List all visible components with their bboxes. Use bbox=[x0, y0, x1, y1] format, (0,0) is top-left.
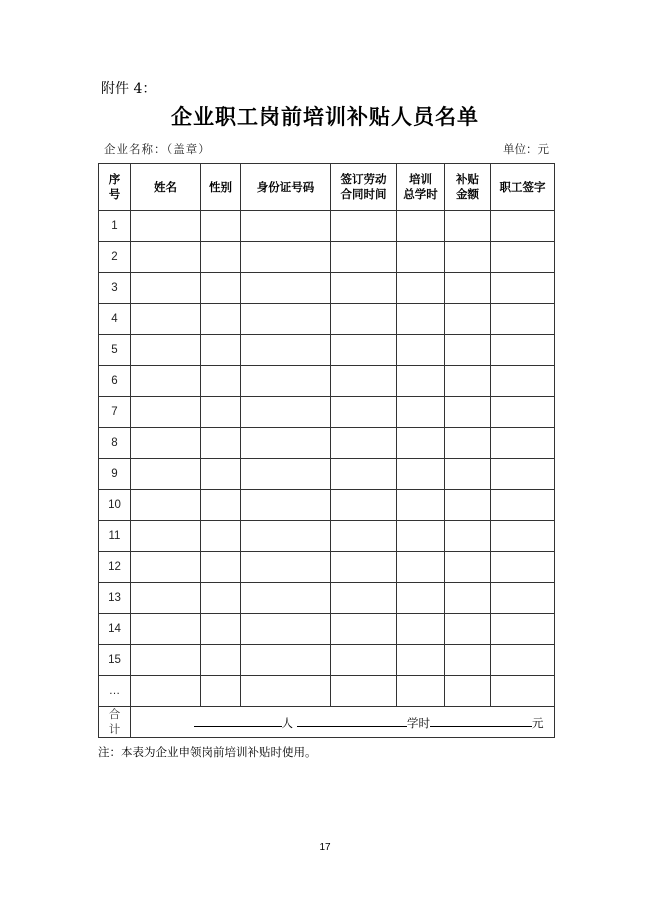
empty-cell[interactable] bbox=[131, 521, 201, 552]
empty-cell[interactable] bbox=[445, 304, 491, 335]
column-header bbox=[99, 164, 131, 211]
empty-cell[interactable] bbox=[131, 645, 201, 676]
empty-cell[interactable] bbox=[445, 583, 491, 614]
empty-cell[interactable] bbox=[491, 242, 555, 273]
empty-cell[interactable] bbox=[445, 273, 491, 304]
empty-cell[interactable] bbox=[397, 428, 445, 459]
empty-cell[interactable] bbox=[201, 428, 241, 459]
empty-cell[interactable] bbox=[397, 459, 445, 490]
totals-fill-in bbox=[131, 707, 555, 738]
empty-cell[interactable] bbox=[131, 490, 201, 521]
empty-cell[interactable] bbox=[241, 583, 331, 614]
unit-label: 单位：元 bbox=[503, 142, 549, 156]
empty-cell[interactable] bbox=[131, 242, 201, 273]
row-number: … bbox=[99, 676, 131, 707]
empty-cell[interactable] bbox=[397, 397, 445, 428]
empty-cell[interactable] bbox=[445, 242, 491, 273]
empty-cell[interactable] bbox=[491, 676, 555, 707]
column-header bbox=[445, 164, 491, 211]
empty-cell[interactable] bbox=[131, 583, 201, 614]
empty-cell[interactable] bbox=[491, 335, 555, 366]
empty-cell[interactable] bbox=[131, 366, 201, 397]
column-header bbox=[397, 164, 445, 211]
empty-cell[interactable] bbox=[491, 366, 555, 397]
empty-cell[interactable] bbox=[445, 645, 491, 676]
row-number: 10 bbox=[99, 490, 131, 521]
table-row bbox=[99, 521, 555, 552]
empty-cell[interactable] bbox=[445, 335, 491, 366]
empty-cell[interactable] bbox=[201, 583, 241, 614]
empty-cell[interactable] bbox=[397, 211, 445, 242]
empty-cell[interactable] bbox=[241, 614, 331, 645]
row-number: 8 bbox=[99, 428, 131, 459]
empty-cell[interactable] bbox=[241, 521, 331, 552]
empty-cell[interactable] bbox=[331, 583, 397, 614]
empty-cell[interactable] bbox=[241, 490, 331, 521]
column-header-line1: 序 bbox=[108, 172, 121, 186]
empty-cell[interactable] bbox=[131, 397, 201, 428]
row-number: 9 bbox=[99, 459, 131, 490]
column-header bbox=[131, 164, 201, 211]
table-row bbox=[99, 242, 555, 273]
empty-cell[interactable] bbox=[397, 645, 445, 676]
table-body bbox=[99, 211, 555, 738]
table-row bbox=[99, 552, 555, 583]
empty-cell[interactable] bbox=[201, 211, 241, 242]
empty-cell[interactable] bbox=[241, 645, 331, 676]
row-number: 1 bbox=[99, 211, 131, 242]
column-header bbox=[331, 164, 397, 211]
empty-cell[interactable] bbox=[397, 614, 445, 645]
table-row bbox=[99, 397, 555, 428]
table-row bbox=[99, 676, 555, 707]
empty-cell[interactable] bbox=[331, 304, 397, 335]
empty-cell[interactable] bbox=[445, 459, 491, 490]
row-number: 13 bbox=[99, 583, 131, 614]
empty-cell[interactable] bbox=[491, 428, 555, 459]
totals-label bbox=[99, 707, 131, 738]
annex-label: 附件 4： bbox=[101, 81, 157, 97]
empty-cell[interactable] bbox=[331, 645, 397, 676]
empty-cell[interactable] bbox=[491, 397, 555, 428]
empty-cell[interactable] bbox=[331, 366, 397, 397]
table-row bbox=[99, 459, 555, 490]
hours-unit: 学时 bbox=[407, 715, 430, 730]
people-unit: 人 bbox=[281, 715, 293, 730]
column-header-line1: 身份证号码 bbox=[256, 179, 315, 194]
empty-cell[interactable] bbox=[445, 397, 491, 428]
empty-cell[interactable] bbox=[201, 459, 241, 490]
empty-cell[interactable] bbox=[397, 521, 445, 552]
table-row bbox=[99, 211, 555, 242]
empty-cell[interactable] bbox=[201, 552, 241, 583]
column-header bbox=[241, 164, 331, 211]
column-header bbox=[491, 164, 555, 211]
empty-cell[interactable] bbox=[491, 521, 555, 552]
empty-cell[interactable] bbox=[491, 304, 555, 335]
empty-cell[interactable] bbox=[131, 273, 201, 304]
empty-cell[interactable] bbox=[331, 552, 397, 583]
empty-cell[interactable] bbox=[241, 211, 331, 242]
empty-cell[interactable] bbox=[491, 583, 555, 614]
empty-cell[interactable] bbox=[131, 211, 201, 242]
empty-cell[interactable] bbox=[397, 552, 445, 583]
table-row bbox=[99, 583, 555, 614]
column-header-line2: 号 bbox=[108, 187, 121, 201]
row-number: 5 bbox=[99, 335, 131, 366]
column-header-line1: 培训 bbox=[409, 172, 432, 186]
column-header-line1: 职工签字 bbox=[499, 179, 546, 194]
empty-cell[interactable] bbox=[397, 583, 445, 614]
column-header-line1: 补贴 bbox=[456, 172, 479, 186]
empty-cell[interactable] bbox=[397, 242, 445, 273]
empty-cell[interactable] bbox=[201, 645, 241, 676]
empty-cell[interactable] bbox=[331, 242, 397, 273]
empty-cell[interactable] bbox=[241, 304, 331, 335]
empty-cell[interactable] bbox=[131, 676, 201, 707]
row-number: 4 bbox=[99, 304, 131, 335]
table-row bbox=[99, 645, 555, 676]
row-number: 15 bbox=[99, 645, 131, 676]
column-header-line2: 合同时间 bbox=[340, 187, 387, 201]
empty-cell[interactable] bbox=[201, 366, 241, 397]
hours-blank[interactable] bbox=[297, 714, 407, 727]
column-header-line1: 性别 bbox=[209, 179, 232, 194]
empty-cell[interactable] bbox=[445, 676, 491, 707]
empty-cell[interactable] bbox=[491, 459, 555, 490]
empty-cell[interactable] bbox=[331, 490, 397, 521]
empty-cell[interactable] bbox=[201, 397, 241, 428]
totals-row bbox=[99, 707, 555, 738]
empty-cell[interactable] bbox=[201, 614, 241, 645]
row-number: 12 bbox=[99, 552, 131, 583]
empty-cell[interactable] bbox=[201, 490, 241, 521]
roster-table bbox=[98, 163, 555, 738]
empty-cell[interactable] bbox=[241, 552, 331, 583]
empty-cell[interactable] bbox=[397, 490, 445, 521]
empty-cell[interactable] bbox=[397, 676, 445, 707]
row-number: 11 bbox=[99, 521, 131, 552]
table-row bbox=[99, 614, 555, 645]
empty-cell[interactable] bbox=[331, 676, 397, 707]
empty-cell[interactable] bbox=[241, 273, 331, 304]
empty-cell[interactable] bbox=[241, 242, 331, 273]
page-number: 17 bbox=[319, 842, 331, 853]
empty-cell[interactable] bbox=[241, 335, 331, 366]
totals-label-line1: 合 bbox=[108, 707, 121, 721]
column-header-line2: 金额 bbox=[456, 187, 479, 201]
row-number: 3 bbox=[99, 273, 131, 304]
empty-cell[interactable] bbox=[445, 366, 491, 397]
company-name-label: 企业名称：（盖章） bbox=[104, 142, 211, 156]
empty-cell[interactable] bbox=[331, 428, 397, 459]
amount-unit: 元 bbox=[532, 715, 544, 730]
empty-cell[interactable] bbox=[491, 552, 555, 583]
totals-label-line2: 计 bbox=[108, 722, 121, 736]
empty-cell[interactable] bbox=[331, 211, 397, 242]
empty-cell[interactable] bbox=[445, 521, 491, 552]
empty-cell[interactable] bbox=[331, 614, 397, 645]
empty-cell[interactable] bbox=[241, 366, 331, 397]
empty-cell[interactable] bbox=[201, 242, 241, 273]
table-row bbox=[99, 335, 555, 366]
empty-cell[interactable] bbox=[131, 304, 201, 335]
empty-cell[interactable] bbox=[331, 459, 397, 490]
table-row bbox=[99, 304, 555, 335]
empty-cell[interactable] bbox=[491, 273, 555, 304]
empty-cell[interactable] bbox=[397, 335, 445, 366]
column-header-line1: 姓名 bbox=[154, 179, 177, 194]
amount-blank[interactable] bbox=[430, 714, 532, 727]
empty-cell[interactable] bbox=[201, 335, 241, 366]
empty-cell[interactable] bbox=[201, 676, 241, 707]
empty-cell[interactable] bbox=[445, 552, 491, 583]
empty-cell[interactable] bbox=[331, 521, 397, 552]
empty-cell[interactable] bbox=[491, 211, 555, 242]
empty-cell[interactable] bbox=[445, 428, 491, 459]
empty-cell[interactable] bbox=[201, 304, 241, 335]
row-number: 7 bbox=[99, 397, 131, 428]
empty-cell[interactable] bbox=[241, 397, 331, 428]
empty-cell[interactable] bbox=[491, 490, 555, 521]
empty-cell[interactable] bbox=[331, 335, 397, 366]
empty-cell[interactable] bbox=[397, 273, 445, 304]
empty-cell[interactable] bbox=[445, 211, 491, 242]
row-number: 14 bbox=[99, 614, 131, 645]
empty-cell[interactable] bbox=[331, 397, 397, 428]
people-count-blank[interactable] bbox=[194, 714, 282, 727]
empty-cell[interactable] bbox=[131, 335, 201, 366]
column-header bbox=[201, 164, 241, 211]
empty-cell[interactable] bbox=[201, 273, 241, 304]
empty-cell[interactable] bbox=[201, 521, 241, 552]
row-number: 2 bbox=[99, 242, 131, 273]
table-row bbox=[99, 273, 555, 304]
empty-cell[interactable] bbox=[445, 490, 491, 521]
table-row bbox=[99, 428, 555, 459]
table-row bbox=[99, 490, 555, 521]
empty-cell[interactable] bbox=[241, 428, 331, 459]
row-number: 6 bbox=[99, 366, 131, 397]
empty-cell[interactable] bbox=[331, 273, 397, 304]
table-header-row bbox=[99, 164, 555, 211]
table-row bbox=[99, 366, 555, 397]
empty-cell[interactable] bbox=[241, 459, 331, 490]
empty-cell[interactable] bbox=[397, 366, 445, 397]
column-header-line2: 总学时 bbox=[403, 187, 438, 201]
empty-cell[interactable] bbox=[491, 645, 555, 676]
empty-cell[interactable] bbox=[445, 614, 491, 645]
empty-cell[interactable] bbox=[491, 614, 555, 645]
empty-cell[interactable] bbox=[131, 428, 201, 459]
page-title: 企业职工岗前培训补贴人员名单 bbox=[171, 104, 479, 129]
empty-cell[interactable] bbox=[397, 304, 445, 335]
footnote: 注：本表为企业申领岗前培训补贴时使用。 bbox=[98, 745, 317, 759]
empty-cell[interactable] bbox=[131, 614, 201, 645]
column-header-line1: 签订劳动 bbox=[340, 172, 387, 186]
empty-cell[interactable] bbox=[131, 552, 201, 583]
empty-cell[interactable] bbox=[131, 459, 201, 490]
empty-cell[interactable] bbox=[241, 676, 331, 707]
